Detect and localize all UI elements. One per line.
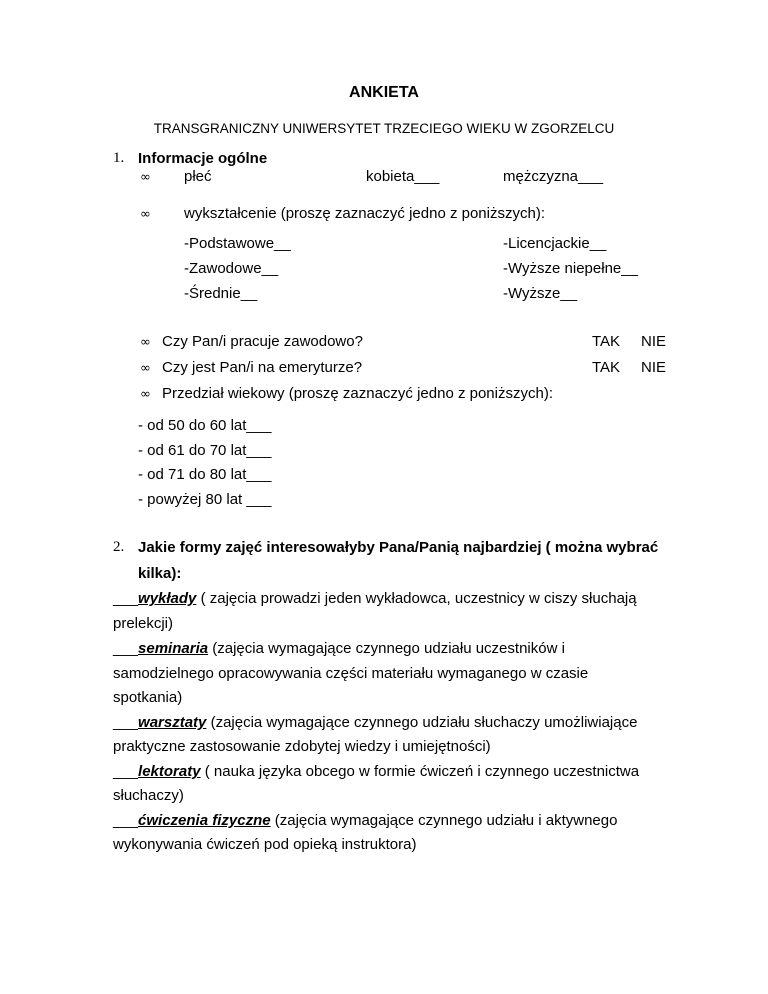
form-description-cont: praktyczne zastosowanie zdobytej wiedzy i umiejętności) (113, 738, 491, 755)
form-option-physical-exercises[interactable] (113, 812, 617, 829)
answer-blank[interactable]: ___ (113, 590, 139, 607)
education-option[interactable]: -Licencjackie__ (503, 235, 607, 252)
bullet-icon: ∞ (140, 170, 151, 185)
education-option[interactable]: -Podstawowe__ (184, 235, 291, 252)
question-retirement: Czy jest Pan/i na emeryturze? (162, 359, 363, 376)
answer-blank[interactable]: ___ (113, 812, 139, 829)
form-name: ćwiczenia fizyczne (138, 812, 271, 829)
age-option[interactable]: - powyżej 80 lat ___ (138, 491, 272, 508)
form-option-lectures[interactable] (113, 590, 637, 607)
form-name: warsztaty (138, 714, 207, 731)
gender-label: płeć (184, 168, 212, 185)
answer-yes[interactable]: TAK (592, 333, 621, 350)
form-description-cont: samodzielnego opracowywania części materiału wymaganego w czasie (113, 665, 589, 682)
age-option[interactable]: - od 50 do 60 lat___ (138, 417, 272, 434)
document-subtitle: TRANSGRANICZNY UNIWERSYTET TRZECIEGO WIEKU W ZGORZELCU (153, 121, 615, 136)
education-option[interactable]: -Średnie__ (184, 285, 258, 302)
form-option-workshops[interactable] (113, 714, 637, 731)
gender-option-female[interactable]: kobieta___ (366, 168, 440, 185)
form-option-seminars[interactable] (113, 640, 565, 657)
question-employment: Czy Pan/i pracuje zawodowo? (162, 333, 363, 350)
section1-heading: Informacje ogólne (138, 150, 268, 167)
age-label: Przedział wiekowy (proszę zaznaczyć jedno z poniższych): (162, 385, 553, 402)
bullet-icon: ∞ (140, 207, 151, 222)
education-option[interactable]: -Wyższe__ (503, 285, 578, 302)
education-option[interactable]: -Zawodowe__ (184, 260, 279, 277)
age-option[interactable]: - od 71 do 80 lat___ (138, 466, 272, 483)
answer-blank[interactable]: ___ (113, 640, 139, 657)
section1-number: 1. (113, 150, 125, 166)
form-name: seminaria (138, 640, 209, 657)
education-option[interactable]: -Wyższe niepełne__ (503, 260, 638, 277)
form-description: ( nauka języka obcego w formie ćwiczeń i czynnego uczestnictwa (200, 763, 640, 780)
gender-option-male[interactable]: mężczyzna___ (503, 168, 604, 185)
answer-blank[interactable]: ___ (113, 763, 139, 780)
document-title: ANKIETA (349, 84, 419, 101)
bullet-icon: ∞ (140, 361, 151, 376)
education-label: wykształcenie (proszę zaznaczyć jedno z poniższych): (184, 205, 545, 222)
section2-heading: Jakie formy zajęć interesowałyby Pana/Panią najbardziej ( można wybrać (138, 539, 659, 556)
form-description: (zajęcia wymagające czynnego udziału uczestników i (208, 640, 565, 657)
form-description-cont: prelekcji) (113, 615, 174, 632)
form-name: lektoraty (138, 763, 201, 780)
bullet-icon: ∞ (140, 335, 151, 350)
form-description-cont: wykonywania ćwiczeń pod opieką instruktora) (113, 836, 417, 853)
form-description: ( zajęcia prowadzi jeden wykładowca, uczestnicy w ciszy słuchają (196, 590, 637, 607)
age-option[interactable]: - od 61 do 70 lat___ (138, 442, 272, 459)
form-description-cont: słuchaczy) (113, 787, 184, 804)
answer-blank[interactable]: ___ (113, 714, 139, 731)
section2-heading-cont: kilka): (138, 565, 182, 582)
answer-yes[interactable]: TAK (592, 359, 621, 376)
answer-no[interactable]: NIE (641, 359, 667, 376)
form-name: wykłady (138, 590, 197, 607)
section2-number: 2. (113, 539, 125, 555)
form-description: (zajęcia wymagające czynnego udziału i aktywnego (270, 812, 618, 829)
form-option-language-courses[interactable] (113, 763, 639, 780)
form-description: (zajęcia wymagające czynnego udziału słuchaczy umożliwiające (206, 714, 638, 731)
answer-no[interactable]: NIE (641, 333, 667, 350)
form-description-cont: spotkania) (113, 689, 183, 706)
bullet-icon: ∞ (140, 387, 151, 402)
